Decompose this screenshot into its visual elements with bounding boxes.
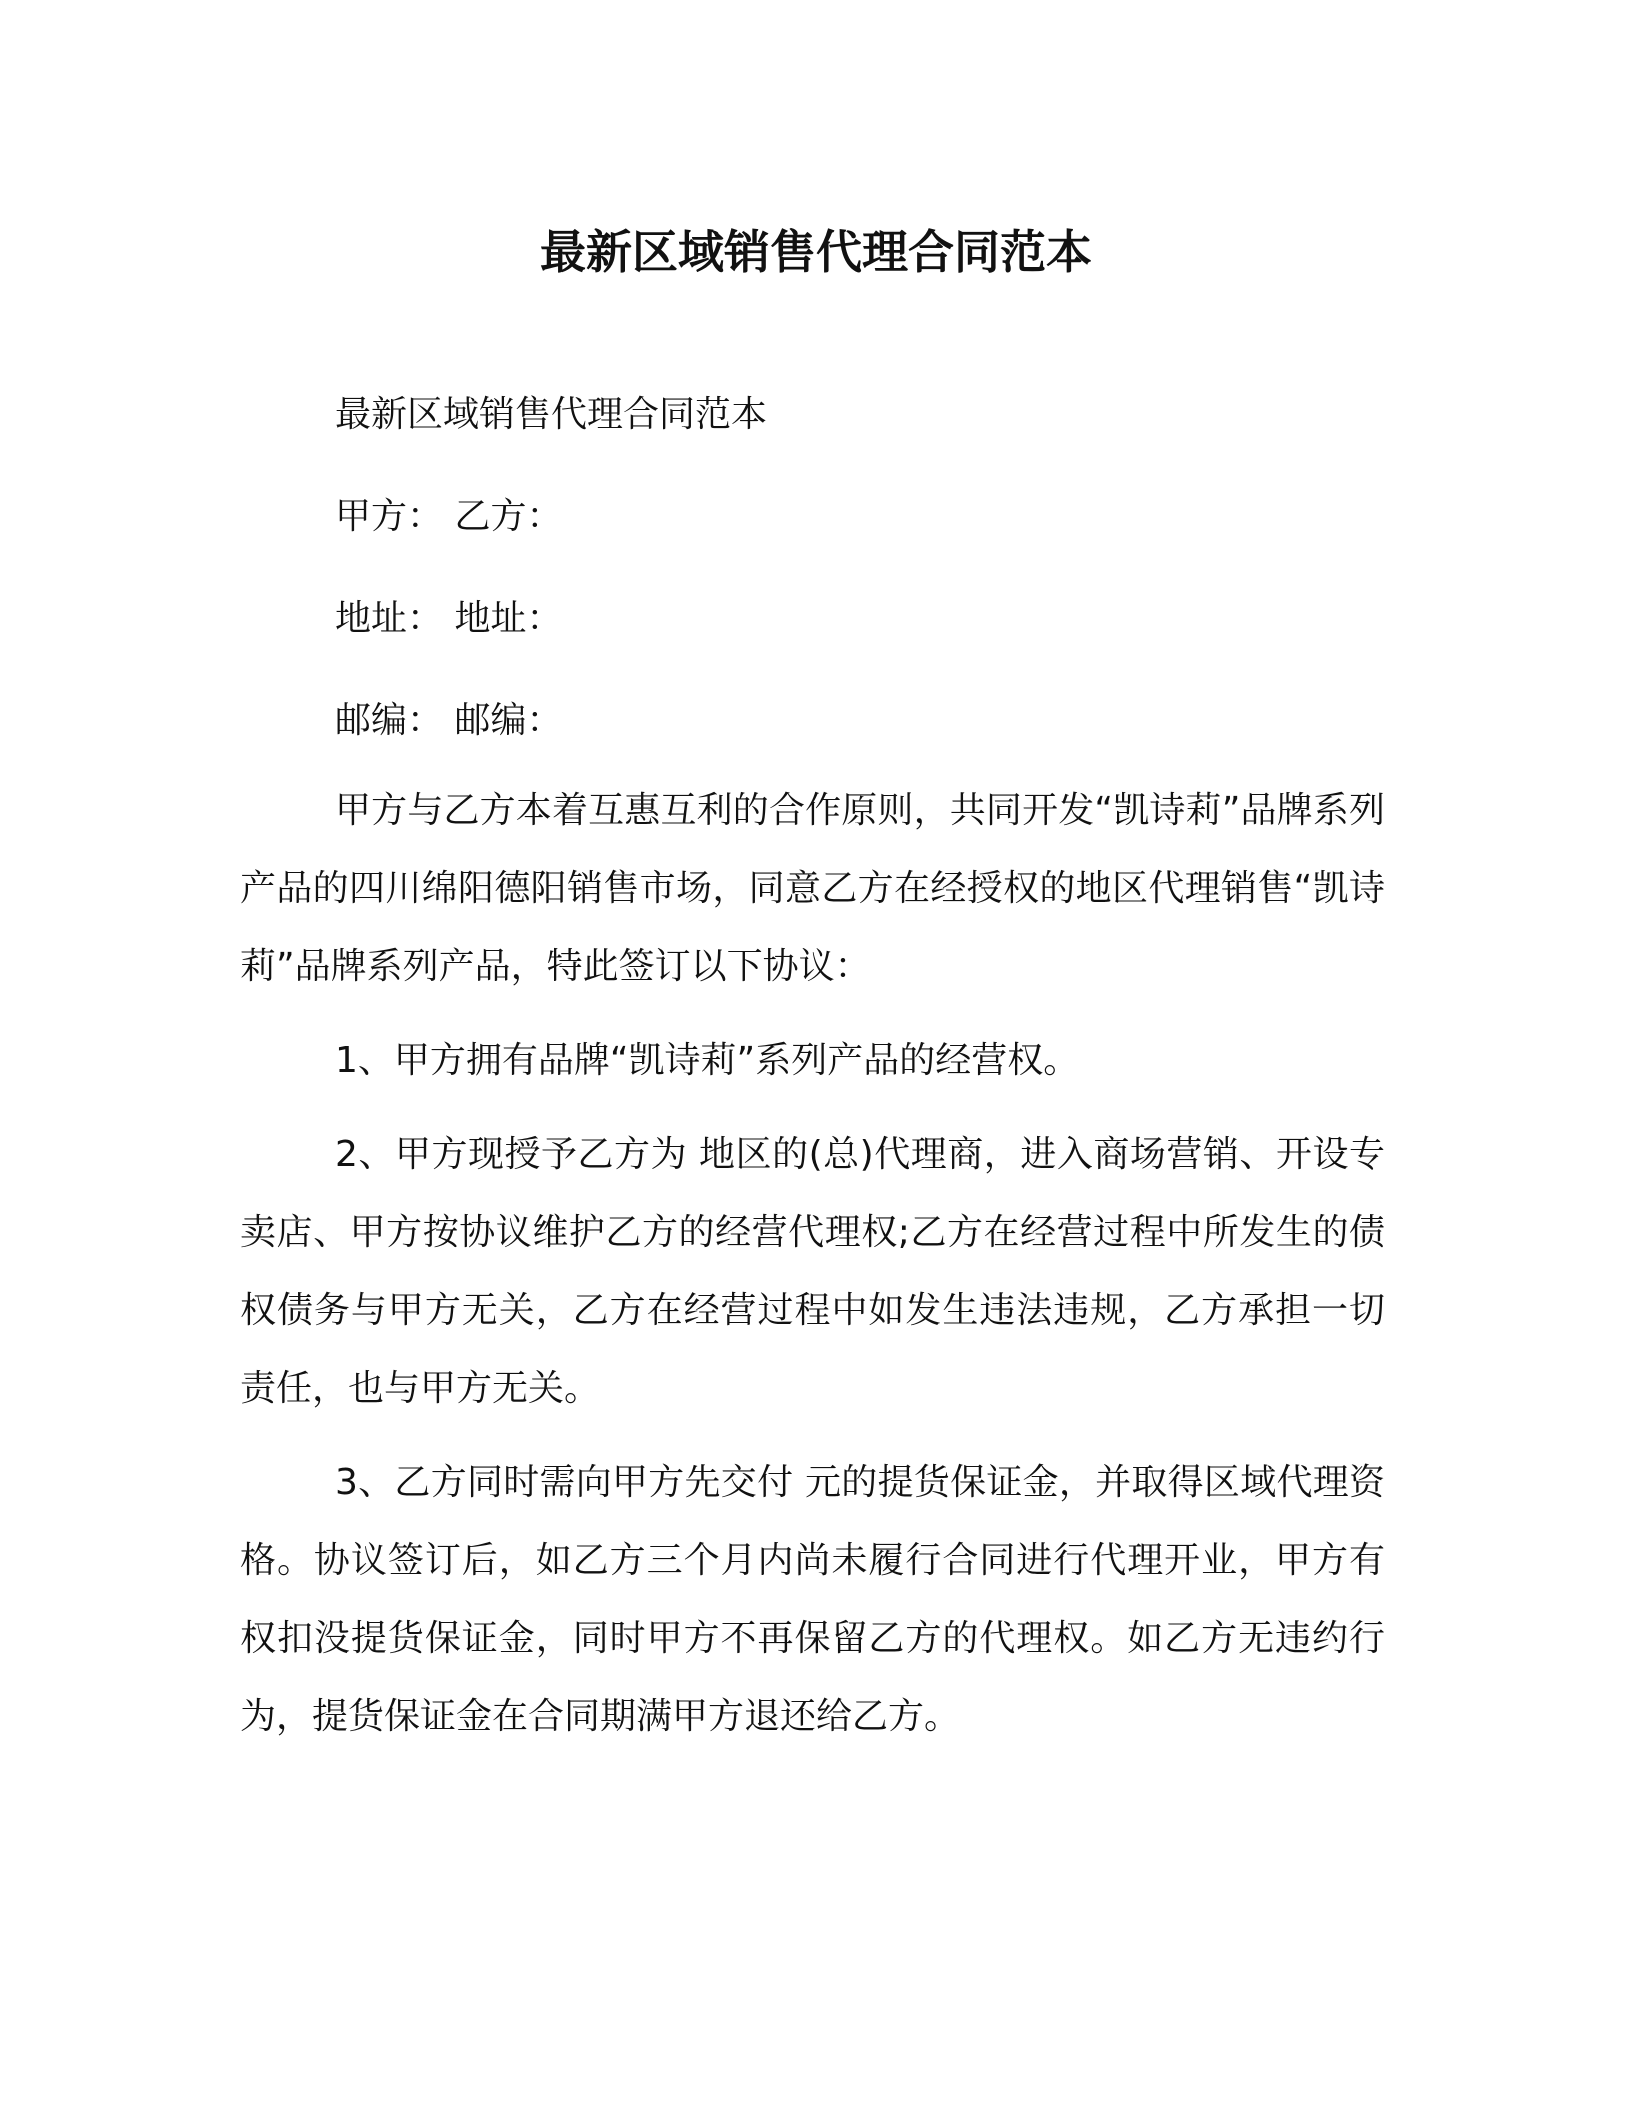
document-subtitle: 最新区域销售代理合同范本 bbox=[335, 394, 768, 435]
clause-2: 2、甲方现授予乙方为 地区的(总)代理商，进入商场营销、开设专卖店、甲方按协议维护乙方的经营代理权;乙方在经营过程中所发生的债权债务与甲方无关，乙方在经营过程中如发生违法违规，乙方承担一切责任，也与甲方无关。 bbox=[240, 1134, 1385, 1409]
document-body bbox=[240, 390, 1385, 1756]
intro-paragraph: 甲方与乙方本着互惠互利的合作原则，共同开发“凯诗莉”品牌系列产品的四川绵阳德阳销售市场，同意乙方在经授权的地区代理销售“凯诗莉”品牌系列产品，特此签订以下协议： bbox=[240, 790, 1385, 987]
postcode-line: 邮编： 邮编： bbox=[335, 700, 563, 741]
clause-3: 3、乙方同时需向甲方先交付 元的提货保证金，并取得区域代理资格。协议签订后，如乙方三个月内尚未履行合同进行代理开业，甲方有权扣没提货保证金，同时甲方不再保留乙方的代理权。如乙方无违约行为，提货保证金在合同期满甲方退还给乙方。 bbox=[240, 1462, 1385, 1737]
address-line: 地址： 地址： bbox=[335, 598, 563, 639]
document-title: 最新区域销售代理合同范本 bbox=[540, 225, 1092, 279]
party-line: 甲方： 乙方： bbox=[335, 496, 563, 537]
clause-1: 1、甲方拥有品牌“凯诗莉”系列产品的经营权。 bbox=[335, 1040, 1080, 1081]
